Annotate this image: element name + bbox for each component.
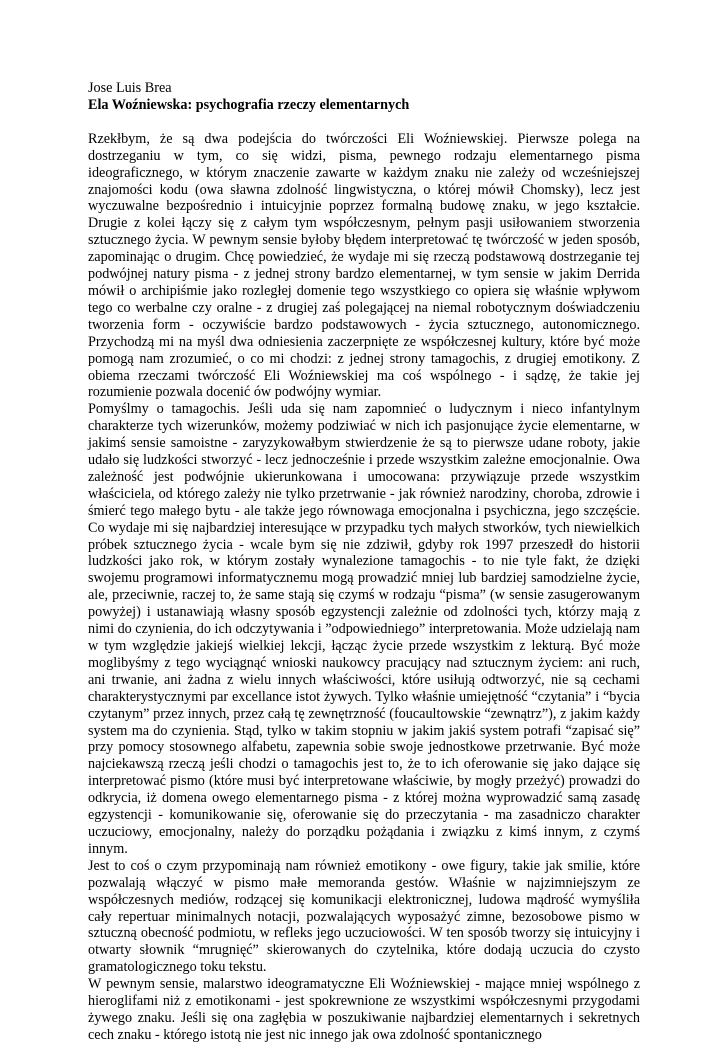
body-paragraph: Rzekłbym, że są dwa podejścia do twórczości Eli Woźniewskiej. Pierwsze polega na dostrzeganiu w tym, co się widzi, pisma, pewnego rodzaju elementarnego pisma ideograficznego, w którym znaczenie zawarte w każdym znaku nie zależy od wcześniejszej znajomości kodu (owa sławna zdolność lingwistyczna, o której mówił Chomsky), lecz jest wyczuwalne bezpośrednio i intuicyjnie poprzez formalną budowę znaku, w jego kształcie. Drugie z kolei łączy się z całym tym współczesnym, pełnym pasji usiłowaniem stworzenia sztucznego życia. W pewnym sensie byłoby błędem interpretować tę twórczość w jeden sposób, zapominając o drugim. Chcę powiedzieć, że wydaje mi się rzeczą podstawową dostrzeganie tej podwójnej natury pisma - z jednej strony bardzo elementarnej, w tym sensie w jakim Derrida mówił o archipiśmie jako rozległej domenie tego wszystkiego co opiera się właśnie wpływom tego co werbalne czy oralne - z drugiej zaś polegającej na niemal robotycznym doświadczeniu tworzenia form - oczywiście bardzo podstawowych - życia sztucznego, autonomicznego. Przychodzą mi na myśl dwa odniesienia zaczerpnięte ze współczesnej kultury, które być może pomogą nam zrozumieć, o co mi chodzi: z jednej strony tamagochis, z drugiej emotikony. Z obiema rzeczami twórczość Eli Woźniewskiej ma coś wspólnego - i sądzę, że takie jej rozumienie pozwala docenić ów podwójny wymiar. [88, 130, 640, 401]
body-paragraph: Jest to coś o czym przypominają nam również emotikony - owe figury, takie jak smilie, które pozwalają włączyć w pismo małe memoranda gestów. Właśnie w najzimniejszym ze współczesnych mediów, rodzącej się komunikacji elektronicznej, ludowa mądrość wymyśliła cały repertuar minimalnych notacji, pozwalających wyposażyć zimne, bezosobowe pismo w sztuczną obecność podmiotu, w refleks jego uczuciowości. W ten sposób tworzy się intuicyjny i otwarty słownik “mrugnięć” skierowanych do czytelnika, które dodają uczucia do czysto gramatologicznego toku tekstu. [88, 857, 640, 976]
author-name: Jose Luis Brea [88, 80, 172, 96]
document-page [88, 80, 640, 1044]
body-paragraph: W pewnym sensie, malarstwo ideogramatyczne Eli Woźniewskiej - mające mniej wspólnego z hieroglifami niż z emotikonami - jest spokrewnione ze wszystkimi współczesnymi przygodami żywego znaku. Jeśli się ona zagłębia w poszukiwanie najbardziej elementarnych i sekretnych cech znaku - którego istotą nie jest nic innego jak owa zdolność spontanicznego [88, 976, 640, 1043]
document-title: Ela Woźniewska: psychografia rzeczy elementarnych [88, 96, 410, 113]
body-paragraph: Pomyślmy o tamagochis. Jeśli uda się nam zapomnieć o ludycznym i nieco infantylnym charakterze tych wizerunków, możemy podziwiać w nich ich pasjonujące życie elementarne, w jakimś sensie samoistne - zaryzykowałbym stwierdzenie że są to pierwsze udane roboty, jakie udało się ludzkości stworzyć - lecz jednocześnie i przede wszystkim zależne emocjonalnie. Owa zależność jest podwójnie ukierunkowana i umocowana: przywiązuje przede wszystkim właściciela, od którego zależy nie tylko przetrwanie - jak również narodziny, choroba, zdrowie i śmierć tego małego bytu - ale także jego równowaga emocjonalna i psychiczna, jego szczęście. Co wydaje mi się najbardziej interesujące w przypadku tych małych stworków, tych niewielkich próbek sztucznego życia - wcale bym się nie zdziwił, gdyby rok 1997 przeszedł do historii ludzkości jako rok, w którym zostały wynalezione tamagochis - to nie tyle fakt, że dzięki swojemu programowi informatycznemu mogą prowadzić mniej lub bardziej samodzielne życie, ale, przeciwnie, raczej to, że same stają się czymś w rodzaju “pisma” (w sensie zasugerowanym powyżej) i ustanawiają własny sposób egzystencji zależnie od zdolności tych, którzy mają z nimi do czynienia, do ich odczytywania i ”odpowiedniego” interpretowania. Może udzielają nam w tym względzie jakiejś wielkiej lekcji, łącząc życie przede wszystkim z lekturą. Być może moglibyśmy z tego wyciągnąć wnioski naukowcy pracujący nad sztucznym życiem: ani ruch, ani trwanie, ani żadna z wielu innych właściwości, które usiłują odtworzyć, nie są cechami charakterystycznymi par excellance istot żywych. Tylko właśnie umiejętność “czytania” i “bycia czytanym” przez innych, przez całą tę zewnętrzność (foucaultowskie “zewnątrz”), z jakim każdy system ma do czynienia. Stąd, tylko w takim stopniu w jakim jakiś system potrafi “zapisać się” przy pomocy stosownego alfabetu, zapewnia sobie swoje jednostkowe przetrwanie. Być może najciekawszą rzeczą jeśli chodzi o tamagochis jest to, że to ich oferowanie się jako dające się interpretować pismo (które musi być interpretowane właściwie, by mogły przeżyć) prowadzi do odkrycia, iż domena owego elementarnego pisma - z której można wyprowadzić samą zasadę egzystencji - komunikowanie się, oferowanie się do przeczytania - ma zasadniczo charakter uczuciowy, emocjonalny, należy do porządku pożądania i związku z kimś innym, z czymś innym. [88, 401, 640, 857]
